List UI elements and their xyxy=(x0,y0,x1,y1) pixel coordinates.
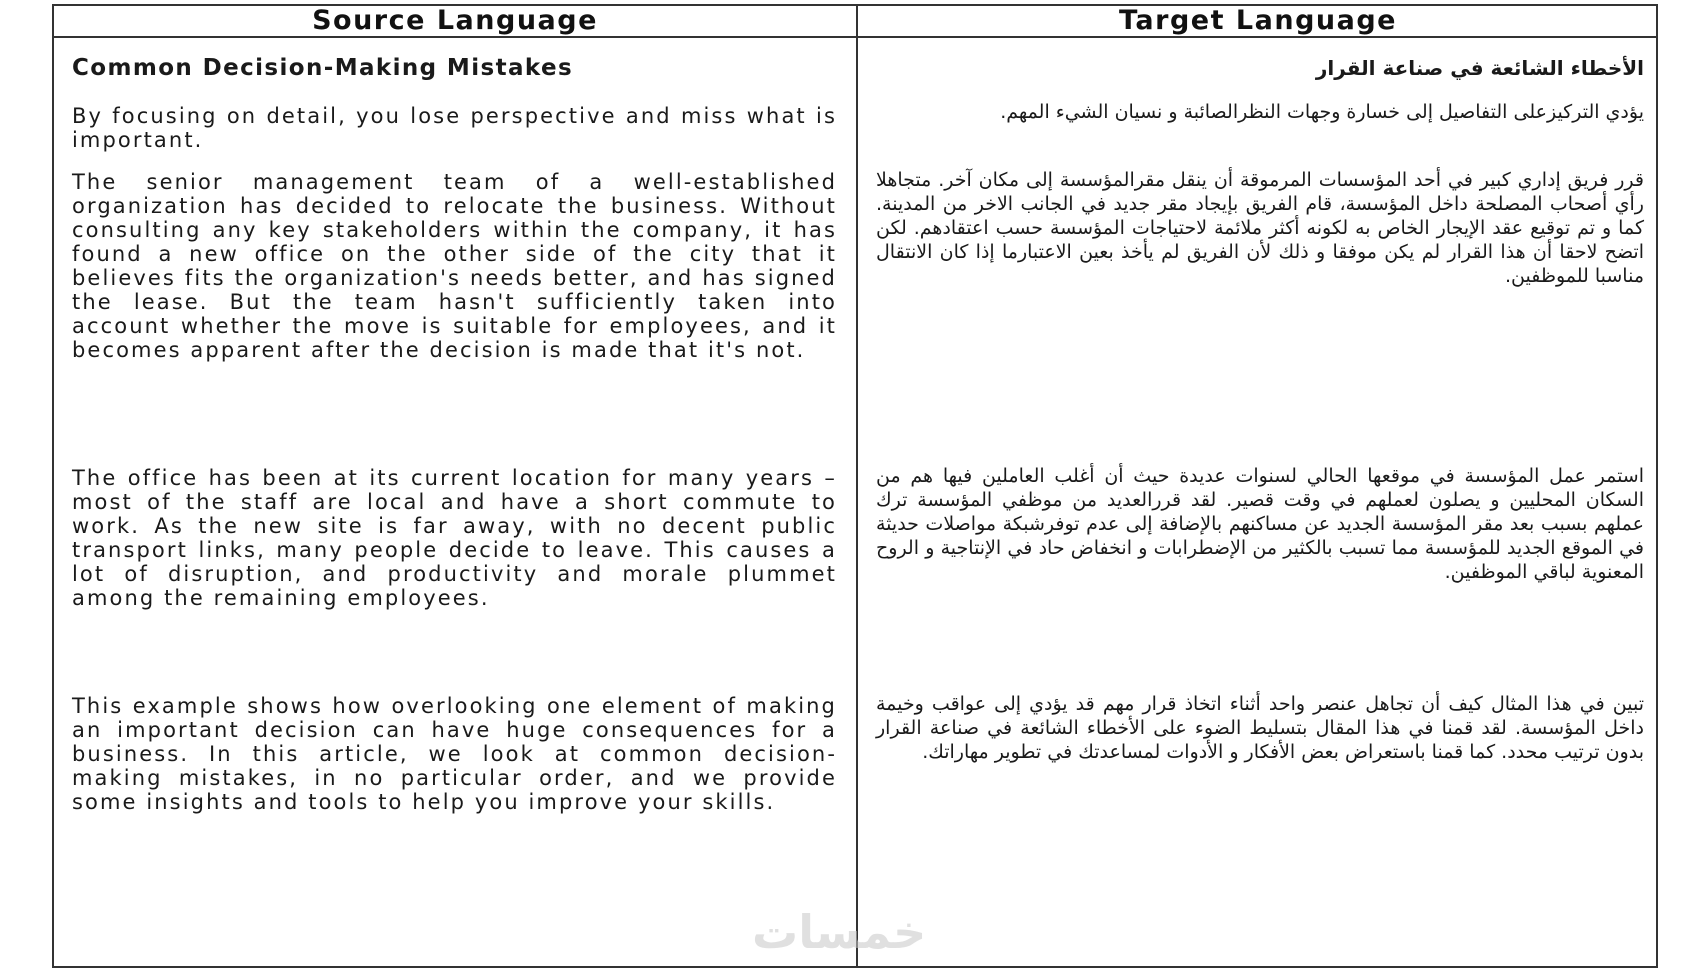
source-paragraph-2: The senior management team of a well-established organization has decided to relocate the business. Without consulting any key stakeholders within the company, it has found a new office on the other side of the city that it believes fits the organization's needs better, and has signed the lease. But the team hasn't sufficiently taken into account whether the move is suitable for employees, and it becomes apparent after the decision is made that it's not. xyxy=(72,170,837,362)
source-paragraph-3: The office has been at its current location for many years – most of the staff are local and have a short commute to work. As the new site is far away, with no decent public transport links, many people decide to leave. This causes a lot of disruption, and productivity and morale plummet among the remaining employees. xyxy=(72,466,837,610)
target-paragraph-3: استمر عمل المؤسسة في موقعها الحالي لسنوات عديدة حيث أن أغلب العاملين فيها هم من السكان المحليين و يصلون لعملهم في وقت قصير. لقد قررالعديد من موظفي المؤسسة ترك عملهم بسبب بعد مقر المؤسسة الجديد عن مساكنهم بالإضافة إلى عدم توفرشبكة مواصلات حديثة في الموقع الجديد للمؤسسة مما تسبب بالكثير من الإضطرابات و انخفاض حاد في الإنتاجية و الروح المعنوية لباقي الموظفين. xyxy=(876,465,1644,583)
translation-table xyxy=(52,4,1658,968)
target-paragraph-2: قرر فريق إداري كبير في أحد المؤسسات المرموقة أن ينقل مقرالمؤسسة إلى مكان آخر. متجاهلا رأي أصحاب المصلحة داخل المؤسسة، قام الفريق بإيجاد مقر جديد في الجانب الاخر من المدينة. كما و تم توقيع عقد الإيجار الخاص به لكونه أكثر ملائمة لاحتياجات المؤسسة حسب اعتقادهم. لكن اتضح لاحقا أن هذا القرار لم يكن موفقا و ذلك لأن الفريق لم يأخذ بعين الاعتبارما إذا كان الانتقال مناسبا للموظفين. xyxy=(876,169,1644,287)
target-paragraph-4: تبين في هذا المثال كيف أن تجاهل عنصر واحد أثناء اتخاذ قرار مهم قد يؤدي إلى عواقب وخيمة داخل المؤسسة. لقد قمنا في هذا المقال بتسليط الضوء على الأخطاء الشائعة في صناعة القرار بدون ترتيب محدد. كما قمنا باستعراض بعض الأفكار و الأدوات لمساعدتك في تطوير مهاراتك. xyxy=(876,693,1644,763)
source-paragraph-1: By focusing on detail, you lose perspective and miss what is important. xyxy=(72,104,837,152)
source-paragraph-4: This example shows how overlooking one element of making an important decision can have huge consequences for a business. In this article, we look at common decision-making mistakes, in no particular order, and we provide some insights and tools to help you improve your skills. xyxy=(72,694,837,814)
header-source-language: Source Language xyxy=(312,5,598,36)
watermark-logo: خمسات xyxy=(752,905,927,959)
header-target-language: Target Language xyxy=(1119,5,1397,36)
target-paragraph-1: يؤدي التركيزعلى التفاصيل إلى خسارة وجهات النظرالصائبة و نسيان الشيء المهم. xyxy=(1000,101,1644,123)
column-divider xyxy=(856,6,858,966)
table-header-row xyxy=(54,6,1656,38)
target-title: الأخطاء الشائعة في صناعة القرار xyxy=(1315,56,1644,80)
source-title: Common Decision-Making Mistakes xyxy=(72,55,574,81)
